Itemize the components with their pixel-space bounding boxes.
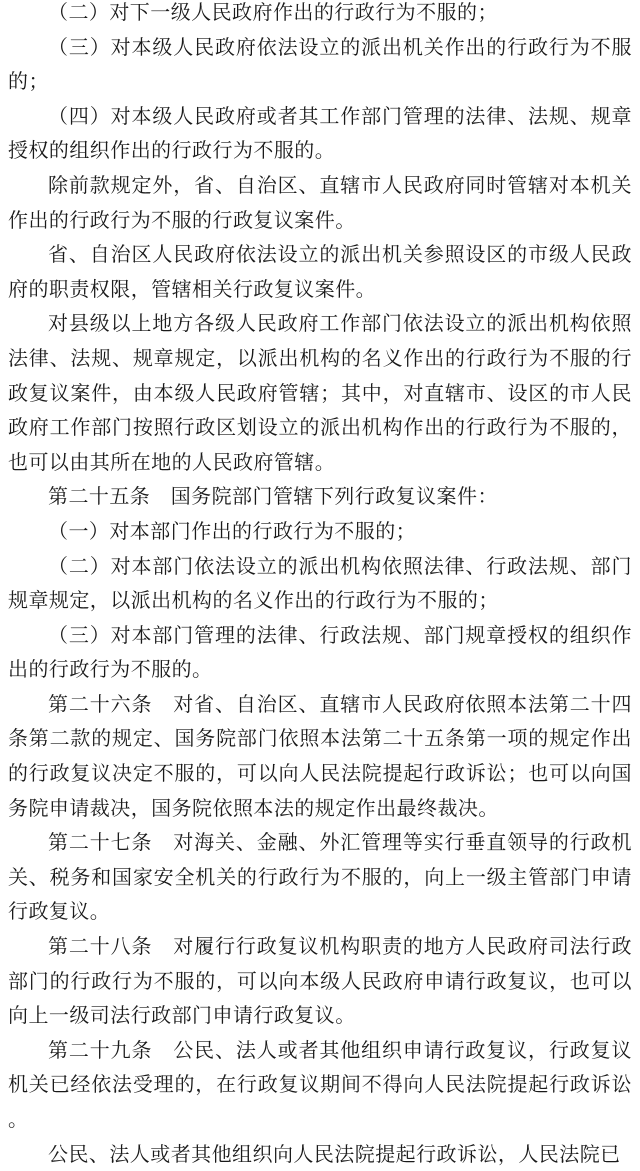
article-28: 第二十八条 对履行行政复议机构职责的地方人民政府司法行政部门的行政行为不服的，可以向本级人民政府申请行政复议，也可以向上一级司法行政部门申请行政复议。 — [8, 934, 632, 1028]
article-26: 第二十六条 对省、自治区、直辖市人民政府依照本法第二十四条第二款的规定、国务院部门依照本法第二十五条第一项的规定作出的行政复议决定不服的，可以向人民法院提起行政诉讼；也可以向国务院申请裁决，国务院依照本法的规定作出最终裁决。 — [8, 691, 632, 820]
article-29: 第二十九条 公民、法人或者其他组织申请行政复议，行政复议机关已经依法受理的，在行政复议期间不得向人民法院提起行政诉讼。 — [8, 1037, 632, 1131]
article-25-heading: 第二十五条 国务院部门管辖下列行政复议案件： — [48, 484, 498, 509]
paragraph-provincial-dispatched-organ: 省、自治区人民政府依法设立的派出机关参照设区的市级人民政府的职责权限，管辖相关行政复议案件。 — [8, 242, 632, 301]
paragraph-county-dispatched-agency: 对县级以上地方各级人民政府工作部门依法设立的派出机构依照法律、法规、规章规定，以派出机构的名义作出的行政行为不服的行政复议案件，由本级人民政府管辖；其中，对直辖市、设区的市人民政府工作部门按照行政区划设立的派出机构作出的行政行为不服的，也可以由其所在地的人民政府管辖。 — [8, 311, 632, 474]
article-25-item-3: （三）对本部门管理的法律、行政法规、部门规章授权的组织作出的行政行为不服的。 — [8, 622, 632, 682]
article-25-item-2: （二）对本部门依法设立的派出机构依照法律、行政法规、部门规章规定，以派出机构的名义作出的行政行为不服的； — [8, 553, 632, 613]
paragraph-provincial-jurisdiction: 除前款规定外，省、自治区、直辖市人民政府同时管辖对本机关作出的行政行为不服的行政复议案件。 — [8, 172, 632, 232]
article-25-item-1: （一）对本部门作出的行政行为不服的； — [48, 518, 417, 543]
paragraph-item-3-dispatched-organ: （三）对本级人民政府依法设立的派出机关作出的行政行为不服的； — [8, 34, 632, 94]
paragraph-item-2-lower-level-government: （二）对下一级人民政府作出的行政行为不服的； — [48, 0, 498, 24]
document-page — [8, 0, 632, 1171]
article-29-continuation: 公民、法人或者其他组织向人民法院提起行政诉讼，人民法院已 — [48, 1141, 621, 1166]
paragraph-item-4-authorized-organization: （四）对本级人民政府或者其工作部门管理的法律、法规、规章授权的组织作出的行政行为不服的。 — [8, 103, 632, 163]
article-27: 第二十七条 对海关、金融、外汇管理等实行垂直领导的行政机关、税务和国家安全机关的行政行为不服的，向上一级主管部门申请行政复议。 — [8, 830, 632, 924]
